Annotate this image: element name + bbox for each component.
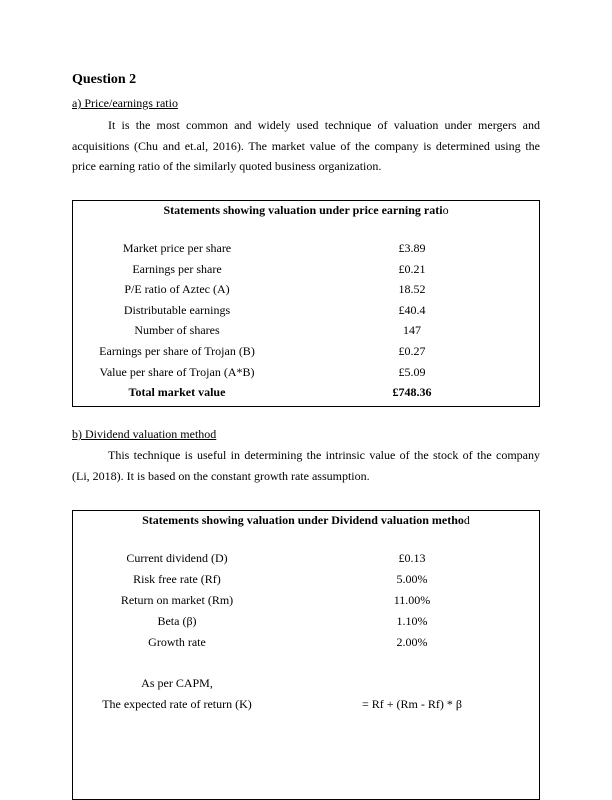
- table-row: Beta (β) 1.10%: [157, 614, 428, 628]
- table-row: P/E ratio of Aztec (A) 18.52: [124, 282, 426, 296]
- pe-valuation-table: [72, 200, 540, 407]
- section-a-title: a) Price/earnings ratio: [72, 96, 178, 110]
- dividend-valuation-table: [72, 510, 540, 800]
- table-row: Distributable earnings £40.4: [123, 303, 426, 317]
- table-row: Number of shares 147: [134, 323, 421, 337]
- section-a-paragraph: It is the most common and widely used technique of valuation under mergers and acquisitions (Chu and et.al, 2016). The market value of the company is determined using the price earning ratio of the similarly quoted business organization.: [72, 118, 540, 173]
- section-b-paragraph: This technique is useful in determining the intrinsic value of the stock of the company (Li, 2018). It is based on the constant growth rate assumption.: [72, 448, 540, 483]
- table-row: Growth rate 2.00%: [148, 635, 428, 649]
- pe-table-title: Statements showing valuation under price earning ratio: [163, 203, 449, 217]
- table-row: Earnings per share £0.21: [132, 262, 426, 276]
- table-row: Current dividend (D) £0.13: [126, 551, 426, 565]
- table-row: Market price per share £3.89: [122, 241, 426, 255]
- table-row: Return on market (Rm) 11.00%: [120, 593, 431, 607]
- formula-row: The expected rate of return (K) = Rf + (Rm - Rf) * β: [102, 697, 462, 711]
- table-row: Risk free rate (Rf) 5.00%: [133, 572, 428, 586]
- table-row: Earnings per share of Trojan (B) £0.27: [99, 344, 426, 358]
- capm-label-row: As per CAPM,: [141, 676, 213, 690]
- table-row: Value per share of Trojan (A*B) £5.09: [99, 365, 426, 379]
- section-b-title: b) Dividend valuation method: [72, 427, 217, 441]
- total-row: Total market value £748.36: [128, 385, 432, 399]
- dividend-table-title: Statements showing valuation under Dividend valuation method: [142, 513, 470, 527]
- question-heading: Question 2: [72, 72, 137, 87]
